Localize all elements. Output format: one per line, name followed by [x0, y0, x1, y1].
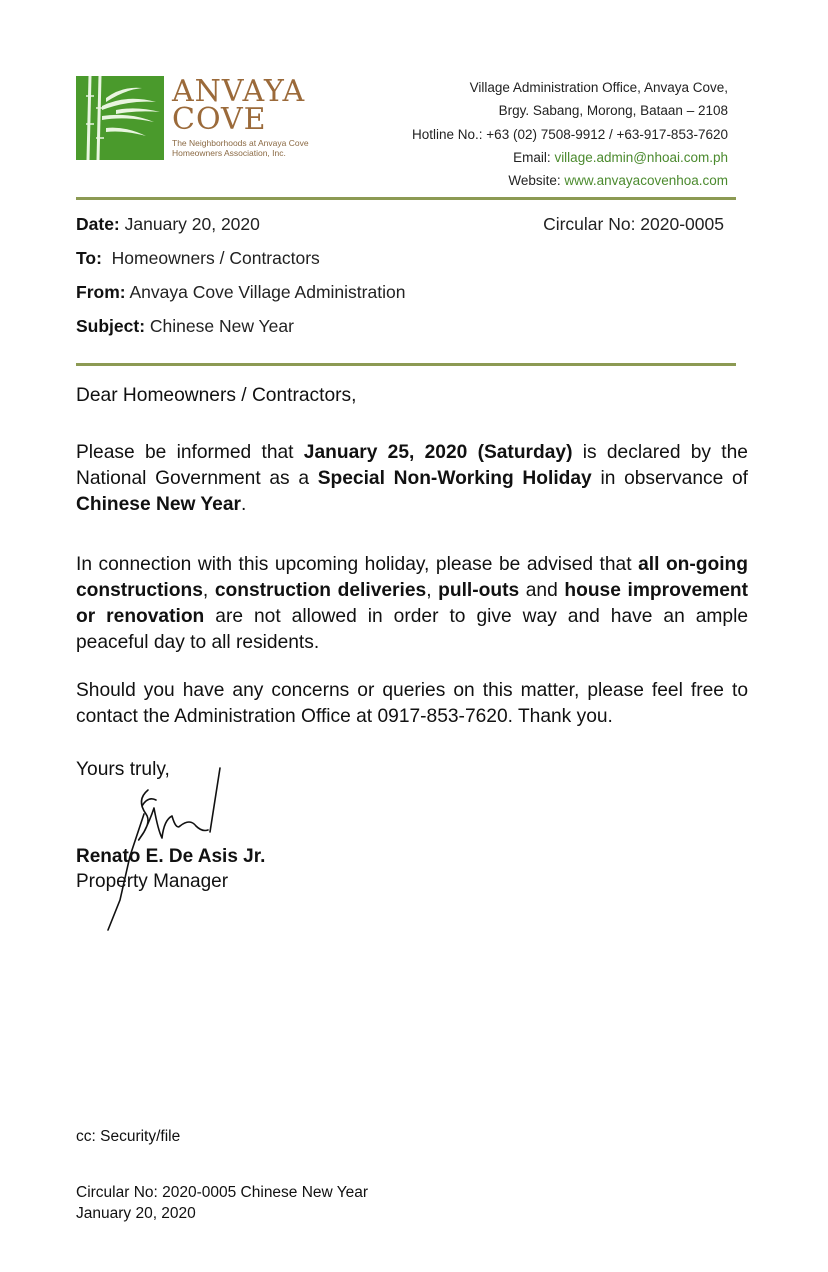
restriction-pullouts: pull-outs	[438, 580, 520, 601]
holiday-name: Chinese New Year	[76, 494, 241, 515]
meta-divider	[76, 363, 736, 366]
signer-name: Renato E. De Asis Jr.	[76, 846, 266, 867]
p2-text-5: are not allowed in order to give way and have an ample peaceful day to all residents.	[76, 606, 749, 653]
logo-tagline: The Neighborhoods at Anvaya Cove Homeowners Association, Inc.	[172, 138, 309, 158]
to-value: Homeowners / Contractors	[111, 248, 320, 268]
holiday-date: January 25, 2020 (Saturday)	[303, 442, 573, 463]
salutation: Dear Homeowners / Contractors,	[76, 385, 357, 406]
from-line	[76, 282, 405, 303]
to-line	[76, 248, 320, 269]
bamboo-logo-icon	[76, 76, 164, 160]
holiday-type: Special Non-Working Holiday	[317, 468, 592, 489]
contact-block	[412, 76, 728, 192]
website-label: Website:	[508, 173, 561, 189]
paragraph-holiday-notice	[76, 440, 748, 518]
p2-text-1: In connection with this upcoming holiday, please be advised that	[76, 554, 639, 575]
circular-number: Circular No: 2020-0005	[543, 214, 724, 234]
paragraph-restrictions	[76, 552, 748, 656]
restriction-constructions: all on-going constructions	[76, 554, 748, 601]
p1-text-2: is declared by the National Government as a	[76, 442, 748, 489]
p1-text-4: .	[240, 494, 247, 515]
from-label: From:	[76, 282, 126, 302]
from-value: Anvaya Cove Village Administration	[129, 282, 406, 302]
address-line-2: Brgy. Sabang, Morong, Bataan – 2108	[498, 103, 728, 119]
p1-text-3: in observance of	[591, 468, 748, 489]
p2-text-2: ,	[202, 580, 215, 601]
date-line	[76, 214, 260, 235]
cc-line: cc: Security/file	[76, 1128, 181, 1145]
subject-line	[76, 316, 294, 337]
hotline: Hotline No.: +63 (02) 7508-9912 / +63-917-853-7620	[412, 126, 728, 142]
paragraph-contact: Should you have any concerns or queries on this matter, please feel free to contact the Administration Office at 0917-853-7620. Thank you.	[76, 680, 748, 727]
footer-reference-line-2: January 20, 2020	[76, 1205, 196, 1222]
p1-text-1: Please be informed that	[76, 442, 304, 463]
logo-name-line1: ANVAYA	[172, 74, 306, 109]
subject-value: Chinese New Year	[149, 316, 294, 336]
p2-text-3: ,	[426, 580, 439, 601]
date-value: January 20, 2020	[124, 214, 260, 234]
to-label: To:	[76, 248, 102, 268]
restriction-renovation: house improvement or renovation	[76, 580, 748, 627]
email-label: Email:	[513, 149, 551, 165]
email-link[interactable]: village.admin@nhoai.com.ph	[554, 149, 728, 165]
header-divider	[76, 197, 736, 200]
p2-text-4: and	[519, 580, 565, 601]
website-link[interactable]: www.anvayacovenhoa.com	[564, 173, 728, 189]
date-label: Date:	[76, 214, 120, 234]
subject-label: Subject:	[76, 316, 146, 336]
footer-reference-line-1: Circular No: 2020-0005 Chinese New Year	[76, 1184, 369, 1201]
email-line	[412, 146, 728, 169]
address-line-1: Village Administration Office, Anvaya Cove,	[469, 80, 728, 95]
closing: Yours truly,	[76, 759, 170, 780]
logo-wordmark	[172, 74, 306, 137]
restriction-deliveries: construction deliveries	[214, 580, 427, 601]
logo-name-line2: COVE	[172, 102, 267, 137]
signer-title: Property Manager	[76, 871, 229, 892]
website-line	[412, 169, 728, 192]
organization-logo	[76, 76, 326, 162]
